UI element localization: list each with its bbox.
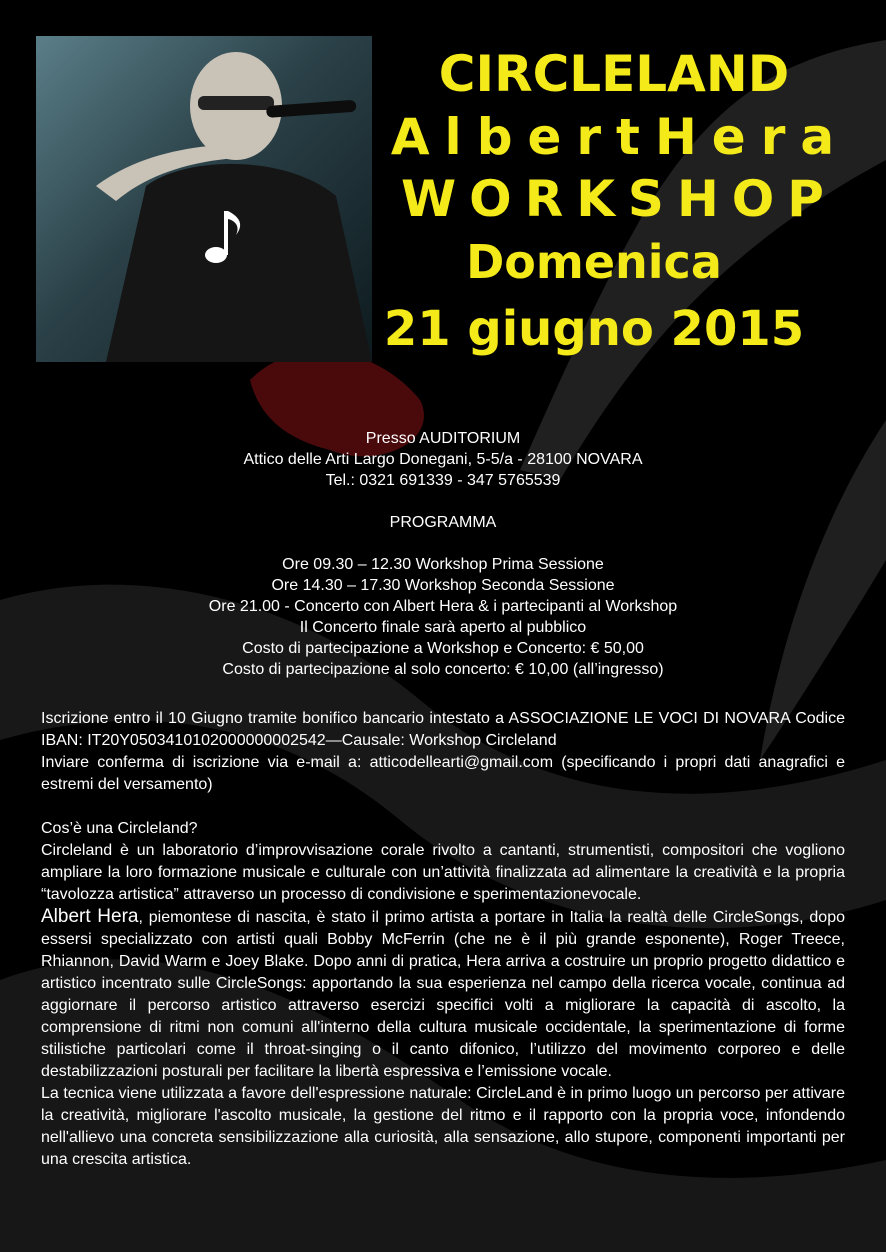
- artist-bio: , piemontese di nascita, è stato il primo artista a portare in Italia la realtà delle CircleSongs, dopo essersi specializzato con artisti quali Bobby McFerrin (che ne è il più grande esponente), Roger Treece, Rhiannon, David Warm e Joey Blake. Dopo anni di pratica, Hera arriva a costruire un proprio progetto didattico e artistico incentrato sulle CircleSongs: apportando la sua esperienza nel campo della ricerca vocale, continua ad aggiornare il percorso artistico attraverso esercizi specifici volti a migliorare la capacità di ascolto, la comprensione di ritmi non comuni all'interno della cultura musicale occidentale, la sperimentazione di forme stilistiche particolari come il throat-singing o il canto difonico, l’utilizzo del movimento corporeo e delle destabilizzazioni posturali per facilitare la libertà espressiva e l’emissione vocale.: [41, 909, 845, 1080]
- programma-item: Costo di partecipazione a Workshop e Concerto: € 50,00: [242, 640, 644, 657]
- programma-item: Ore 09.30 – 12.30 Workshop Prima Sessione: [282, 556, 604, 573]
- tecnica-text: La tecnica viene utilizzata a favore dell'espressione naturale: CircleLand è in primo luogo un percorso per attivare la creatività, migliorare l'ascolto musicale, la gestione del ritmo e il rapporto con la propria voce, infondendo nell'allievo una concreta sensibilizzazione alla curiosità, alla sensazione, allo stupore, componenti importanti per una crescita artistica.: [41, 1085, 845, 1168]
- title-circleland: CIRCLELAND: [438, 45, 790, 103]
- programma-item: Costo di partecipazione al solo concerto: € 10,00 (all’ingresso): [222, 661, 664, 678]
- title-workshop: WORKSHOP: [401, 170, 837, 228]
- artist-name: Albert Hera: [41, 906, 139, 927]
- description: [41, 708, 845, 1171]
- performer-photo: [36, 36, 372, 362]
- programma-item: Il Concerto finale sarà aperto al pubblico: [299, 619, 587, 636]
- event-title: [372, 40, 856, 364]
- title-day: Domenica: [466, 235, 722, 289]
- programma-item: Ore 21.00 - Concerto con Albert Hera & i partecipanti al Workshop: [208, 598, 678, 615]
- iscrizione-text: Iscrizione entro il 10 Giugno tramite bonifico bancario intestato a ASSOCIAZIONE LE VOCI DI NOVARA Codice IBAN: IT20Y0503410102000000002542—Causale: Workshop Circleland: [41, 710, 845, 749]
- venue-phone: Tel.: 0321 691339 - 347 5765539: [325, 472, 561, 489]
- programma-heading: PROGRAMMA: [389, 514, 497, 531]
- artist-bio-paragraph: [41, 906, 845, 1083]
- about-question: Cos’è una Circleland?: [41, 820, 198, 837]
- event-info: [0, 428, 886, 680]
- venue-line: Presso AUDITORIUM: [365, 430, 521, 447]
- title-date: 21 giugno 2015: [383, 301, 805, 357]
- title-artist-name: AlbertHera: [390, 108, 850, 166]
- about-definition: Circleland è un laboratorio d’improvvisazione corale rivolto a cantanti, strumentisti, compositori che vogliono ampliare la loro formazione musicale e culturale con un’attività finalizzata ad alimentare la creatività e la propria “tavolozza artistica” attraverso un processo di condivisione e sperimentazionevocale.: [41, 842, 845, 903]
- conferma-text: Inviare conferma di iscrizione via e-mail a: atticodellearti@gmail.com (specificando i propri dati anagrafici e estremi del versamento): [41, 754, 845, 793]
- venue-address: Attico delle Arti Largo Donegani, 5-5/a - 28100 NOVARA: [243, 451, 643, 468]
- programma-item: Ore 14.30 – 17.30 Workshop Seconda Sessione: [271, 577, 615, 594]
